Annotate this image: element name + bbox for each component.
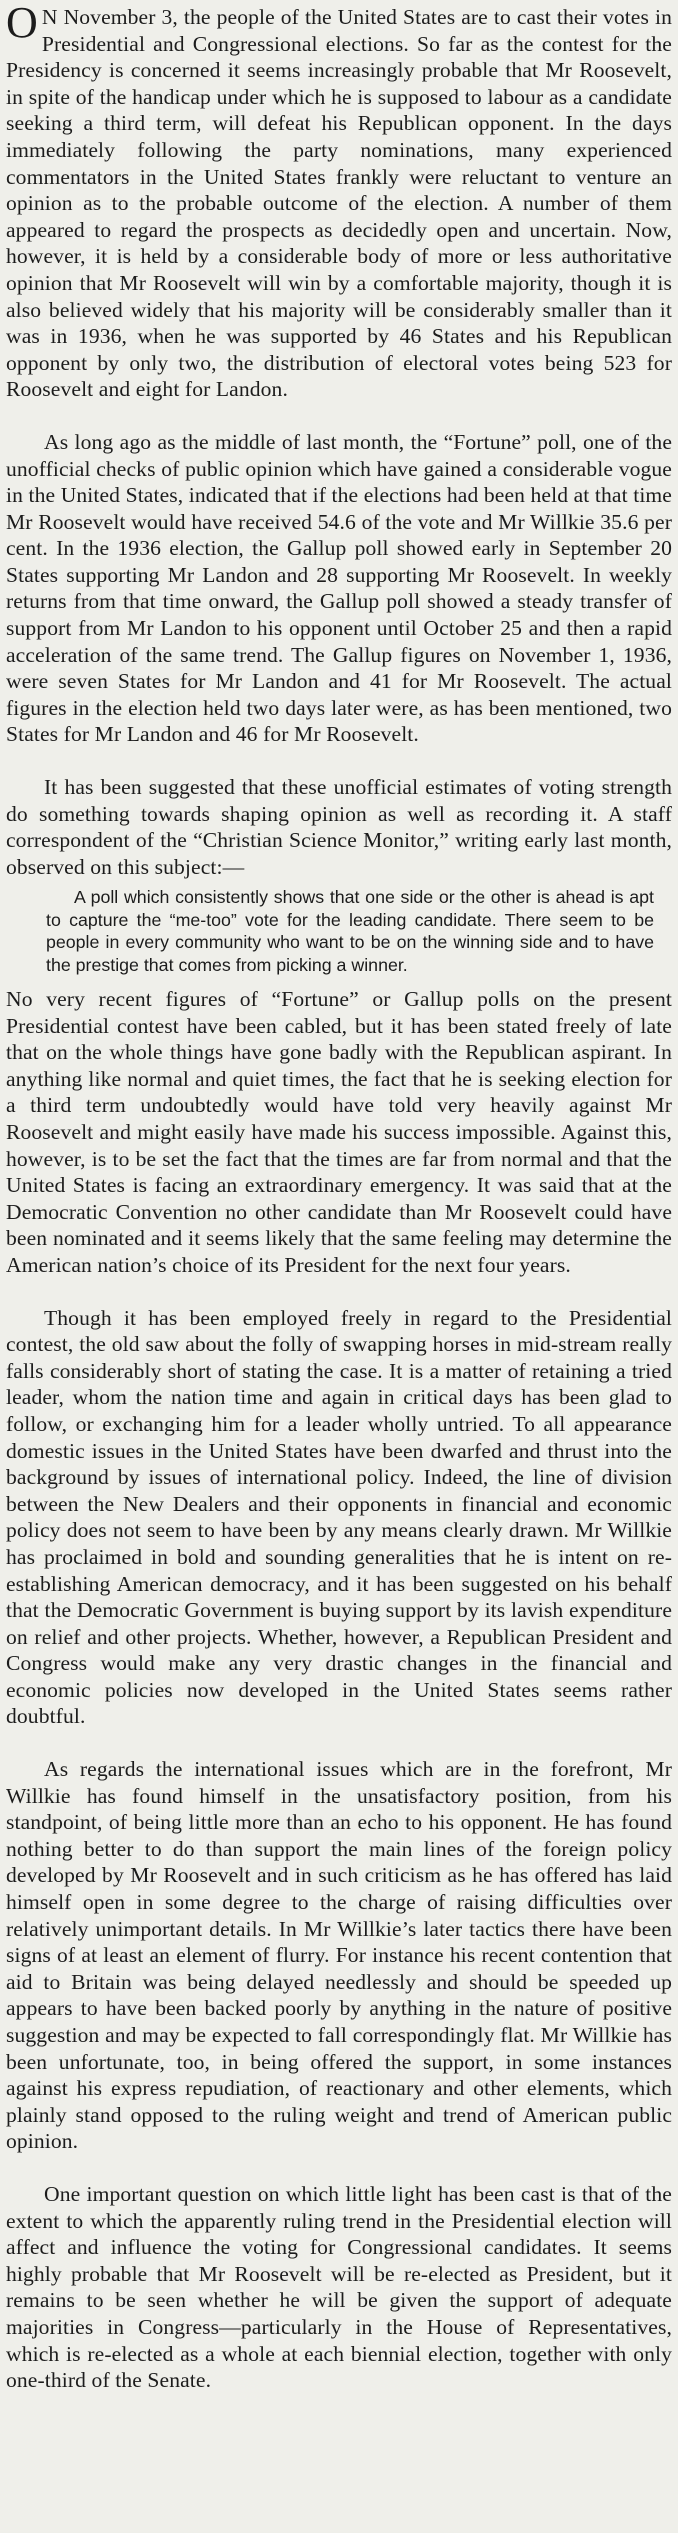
paragraph-1-text: N November 3, the people of the United States are to cast their votes in Presidential and Congressional elections. So far as the contest for the Presidency is concerned it seems increasingly probable that Mr Roosevelt, in spite of the handicap under which he is supposed to labour as a candidate seeking a third term, will defeat his Republican opponent. In the days immediately following the party nominations, many experienced commentators in the United States frankly were reluctant to venture an opinion as to the probable outcome of the election. A number of them appeared to regard the prospects as decidedly open and uncertain. Now, however, it is held by a considerable body of more or less authoritative opinion that Mr Roosevelt will win by a comfortable majority, though it is also believed widely that his majority will be considerably smaller than it was in 1936, when he was supported by 46 States and his Republican opponent by only two, the distribution of electoral votes being 523 for Roosevelt and eight for Landon. [6, 5, 672, 402]
paragraph-3: It has been suggested that these unofficial estimates of voting strength do something towards shaping opinion as well as recording it. A staff correspondent of the “Christian Science Monitor,” writing early last month, observed on this subject:— [6, 775, 672, 879]
paragraph-7: One important question on which little light has been cast is that of the extent to which the apparently ruling trend in the Presidential election will affect and influence the voting for Congressional candidates. It seems highly probable that Mr Roosevelt will be re-elected as President, but it remains to be seen whether he will be given the support of adequate majorities in Congress—particularly in the House of Representatives, which is re-elected as a whole at each biennial election, together with only one-third of the Senate. [6, 2181, 672, 2393]
block-quote: A poll which consistently shows that one side or the other is ahead is apt to capture the “me-too” vote for the leading candidate. There seem to be people in every community who want to be on the winning side and to have the prestige that comes from picking a winner. [46, 887, 654, 975]
paragraph-1 [6, 0, 672, 403]
paragraph-4: No very recent figures of “Fortune” or Gallup polls on the present Presidential contest have been cabled, but it has been stated freely of late that on the whole things have gone badly with the Republican aspirant. In anything like normal and quiet times, the fact that he is seeking election for a third term undoubtedly would have told very heavily against Mr Roosevelt and might easily have made his success impossible. Against this, however, is to be set the fact that the times are far from normal and that the United States is facing an extraordinary emergency. It was said that at the Democratic Convention no other candidate than Mr Roosevelt could have been nominated and it seems likely that the same feeling may determine the American nation’s choice of its President for the next four years. [6, 987, 672, 1277]
drop-cap: O [6, 0, 38, 47]
paragraph-5: Though it has been employed freely in regard to the Presidential contest, the old saw about the folly of swapping horses in mid-stream really falls considerably short of stating the case. It is a matter of retaining a tried leader, whom the nation time and again in critical days has been glad to follow, or exchanging him for a leader wholly untried. To all appearance domestic issues in the United States have been dwarfed and thrust into the background by issues of international policy. Indeed, the line of division between the New Dealers and their opponents in financial and economic policy does not seem to have been by any means clearly drawn. Mr Willkie has proclaimed in bold and sounding generalities that he is intent on re-establishing American democracy, and it has been suggested on his behalf that the Democratic Government is buying support by its lavish expenditure on relief and other projects. Whether, however, a Republican President and Congress would make any very drastic changes in the financial and economic policies now developed in the United States seems rather doubtful. [6, 1305, 672, 1729]
paragraph-6: As regards the international issues which are in the forefront, Mr Willkie has found himself in the unsatisfactory position, from his standpoint, of being little more than an echo to his opponent. He has found nothing better to do than support the main lines of the foreign policy developed by Mr Roosevelt and in such criticism as he has offered has laid himself open in some degree to the charge of raising difficulties over relatively unimportant details. In Mr Willkie’s later tactics there have been signs of at least an element of flurry. For instance his recent contention that aid to Britain was being delayed needlessly and should be speeded up appears to have been backed poorly by anything in the nature of positive suggestion and may be expected to fall correspondingly flat. Mr Willkie has been unfortunate, too, in being offered the support, in some instances against his express repudiation, of reactionary and other elements, which plainly stand opposed to the ruling weight and trend of American public opinion. [6, 1757, 672, 2154]
paragraph-2: As long ago as the middle of last month, the “Fortune” poll, one of the unofficial checks of public opinion which have gained a considerable vogue in the United States, indicated that if the elections had been held at that time Mr Roosevelt would have received 54.6 of the vote and Mr Willkie 35.6 per cent. In the 1936 election, the Gallup poll showed early in September 20 States supporting Mr Landon and 28 supporting Mr Roosevelt. In weekly returns from that time onward, the Gallup poll showed a steady transfer of support from Mr Landon to his opponent until October 25 and then a rapid acceleration of the same trend. The Gallup figures on November 1, 1936, were seven States for Mr Landon and 41 for Mr Roosevelt. The actual figures in the election held two days later were, as has been mentioned, two States for Mr Landon and 46 for Mr Roosevelt. [6, 429, 672, 747]
